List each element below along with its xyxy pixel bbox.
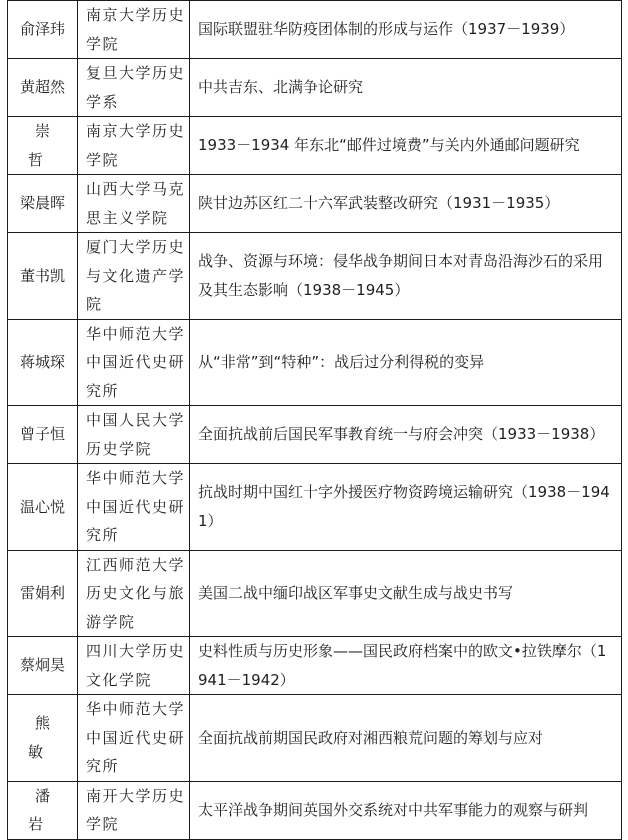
- paper-title: 美国二战中缅印战区军事史文献生成与战史书写: [190, 550, 622, 637]
- author-institution: 复旦大学历史学系: [78, 59, 190, 117]
- author-institution: 四川大学历史文化学院: [78, 637, 190, 695]
- table-row: [8, 406, 622, 464]
- author-name: 蔡炯昊: [8, 637, 78, 695]
- author-name: 蒋城琛: [8, 319, 78, 406]
- paper-title: 史料性质与历史形象——国民政府档案中的欧文•拉铁摩尔（1941－1942）: [190, 637, 622, 695]
- paper-title: 陕甘边苏区红二十六军武装整改研究（1931－1935）: [190, 175, 622, 233]
- table-row: [8, 781, 622, 839]
- author-name: 潘岩: [27, 786, 64, 833]
- paper-title: 从“非常”到“特种”：战后过分利得税的变异: [190, 319, 622, 406]
- table-row: [8, 117, 622, 175]
- paper-title: 抗战时期中国红十字外援医疗物资跨境运输研究（1938－1941）: [190, 464, 622, 551]
- author-institution: 南开大学历史学院: [78, 781, 190, 839]
- paper-title: 太平洋战争期间英国外交系统对中共军事能力的观察与研判: [190, 781, 622, 839]
- paper-title: 国际联盟驻华防疫团体制的形成与运作（1937－1939）: [190, 1, 622, 59]
- author-name: 董书凯: [8, 233, 78, 320]
- author-name: 崇哲: [27, 122, 64, 169]
- table-row: [8, 637, 622, 695]
- table-row: [8, 233, 622, 320]
- author-institution: 山西大学马克思主义学院: [78, 175, 190, 233]
- table-row: [8, 695, 622, 782]
- paper-title: 战争、资源与环境：侵华战争期间日本对青岛沿海沙石的采用及其生态影响（1938－1945）: [190, 233, 622, 320]
- table-row: [8, 464, 622, 551]
- paper-title: 中共吉东、北满争论研究: [190, 59, 622, 117]
- paper-title: 1933－1934 年东北“邮件过境费”与关内外通邮问题研究: [190, 117, 622, 175]
- author-institution: 中国人民大学历史学院: [78, 406, 190, 464]
- author-name: 温心悦: [8, 464, 78, 551]
- author-name: 雷娟利: [8, 550, 78, 637]
- author-institution: 南京大学历史学院: [78, 1, 190, 59]
- author-institution: 南京大学历史学院: [78, 117, 190, 175]
- author-name: 黄超然: [8, 59, 78, 117]
- participants-table: [7, 0, 622, 840]
- author-name: 俞泽玮: [8, 1, 78, 59]
- table-row: [8, 550, 622, 637]
- table-row: [8, 1, 622, 59]
- table-row: [8, 59, 622, 117]
- author-institution: 厦门大学历史与文化遗产学院: [78, 233, 190, 320]
- author-institution: 华中师范大学中国近代史研究所: [78, 319, 190, 406]
- author-name: 熊敏: [27, 714, 64, 761]
- author-institution: 华中师范大学中国近代史研究所: [78, 695, 190, 782]
- paper-title: 全面抗战前期国民政府对湘西粮荒问题的筹划与应对: [190, 695, 622, 782]
- author-institution: 江西师范大学历史文化与旅游学院: [78, 550, 190, 637]
- table-row: [8, 319, 622, 406]
- author-institution: 华中师范大学中国近代史研究所: [78, 464, 190, 551]
- author-name: 梁晨晖: [8, 175, 78, 233]
- author-name: 曾子恒: [8, 406, 78, 464]
- table-row: [8, 175, 622, 233]
- paper-title: 全面抗战前后国民军事教育统一与府会冲突（1933－1938）: [190, 406, 622, 464]
